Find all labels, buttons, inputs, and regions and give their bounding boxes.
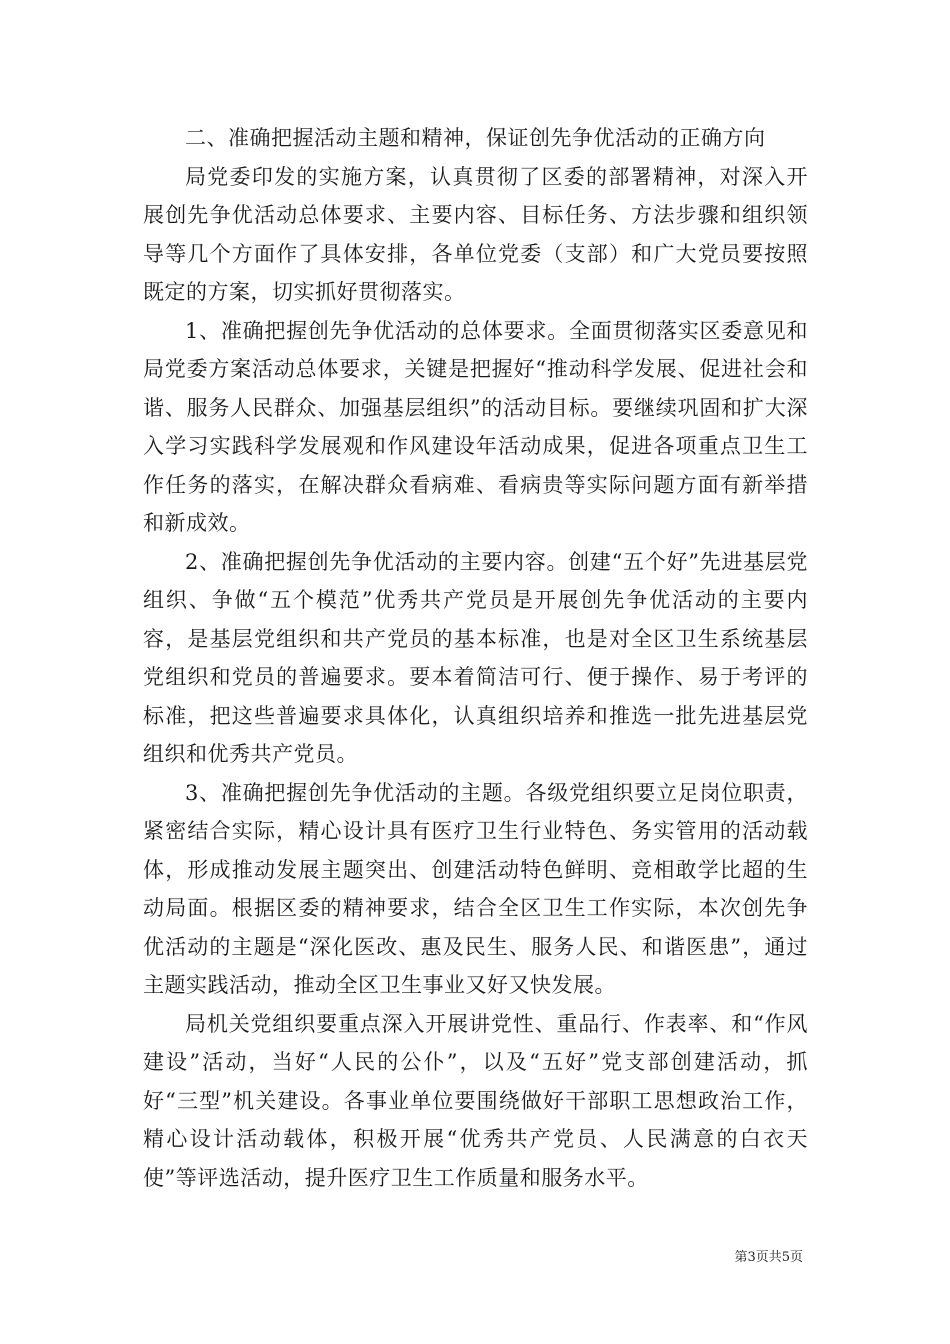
paragraph-closing: 局机关党组织要重点深入开展讲党性、重品行、作表率、和“作风建设”活动，当好“人民的公仆”，以及“五好”党支部创建活动，抓好“三型”机关建设。各事业单位要围绕做好干部职工思想政治工作，精心设计活动载体，积极开展“优秀共产党员、人民满意的白衣天使”等评选活动，提升医疗卫生工作质量和服务水平。: [143, 1011, 808, 1190]
paragraph-item-2: 2、准确把握创先争优活动的主要内容。创建“五个好”先进基层党组织、争做“五个模范”优秀共产党员是开展创先争优活动的主要内容，是基层党组织和共产党员的基本标准，也是对全区卫生系统基层党组织和党员的普遍要求。要本着简洁可行、便于操作、易于考评的标准，把这些普遍要求具体化，认真组织培养和推选一批先进基层党组织和优秀共产党员。: [143, 549, 808, 766]
paragraph-item-1: 1、准确把握创先争优活动的总体要求。全面贯彻落实区委意见和局党委方案活动总体要求，关键是把握好“推动科学发展、促进社会和谐、服务人民群众、加强基层组织”的活动目标。要继续巩固和扩大深入学习实践科学发展观和作风建设年活动成果，促进各项重点卫生工作任务的落实，在解决群众看病难、看病贵等实际问题方面有新举措和新成效。: [143, 318, 808, 535]
section-heading: 二、准确把握活动主题和精神，保证创先争优活动的正确方向: [185, 126, 766, 150]
document-body: [143, 119, 808, 1197]
paragraph-intro: 局党委印发的实施方案，认真贯彻了区委的部署精神，对深入开展创先争优活动总体要求、主要内容、目标任务、方法步骤和组织领导等几个方面作了具体安排，各单位党委（支部）和广大党员要按照既定的方案，切实抓好贯彻落实。: [143, 164, 808, 304]
page-number: 第3页共5页: [734, 1250, 803, 1265]
paragraph-item-3: 3、准确把握创先争优活动的主题。各级党组织要立足岗位职责，紧密结合实际，精心设计具有医疗卫生行业特色、务实管用的活动载体，形成推动发展主题突出、创建活动特色鲜明、竞相敢学比超的生动局面。根据区委的精神要求，结合全区卫生工作实际，本次创先争优活动的主题是“深化医改、惠及民生、服务人民、和谐医患”，通过主题实践活动，推动全区卫生事业又好又快发展。: [143, 780, 808, 997]
